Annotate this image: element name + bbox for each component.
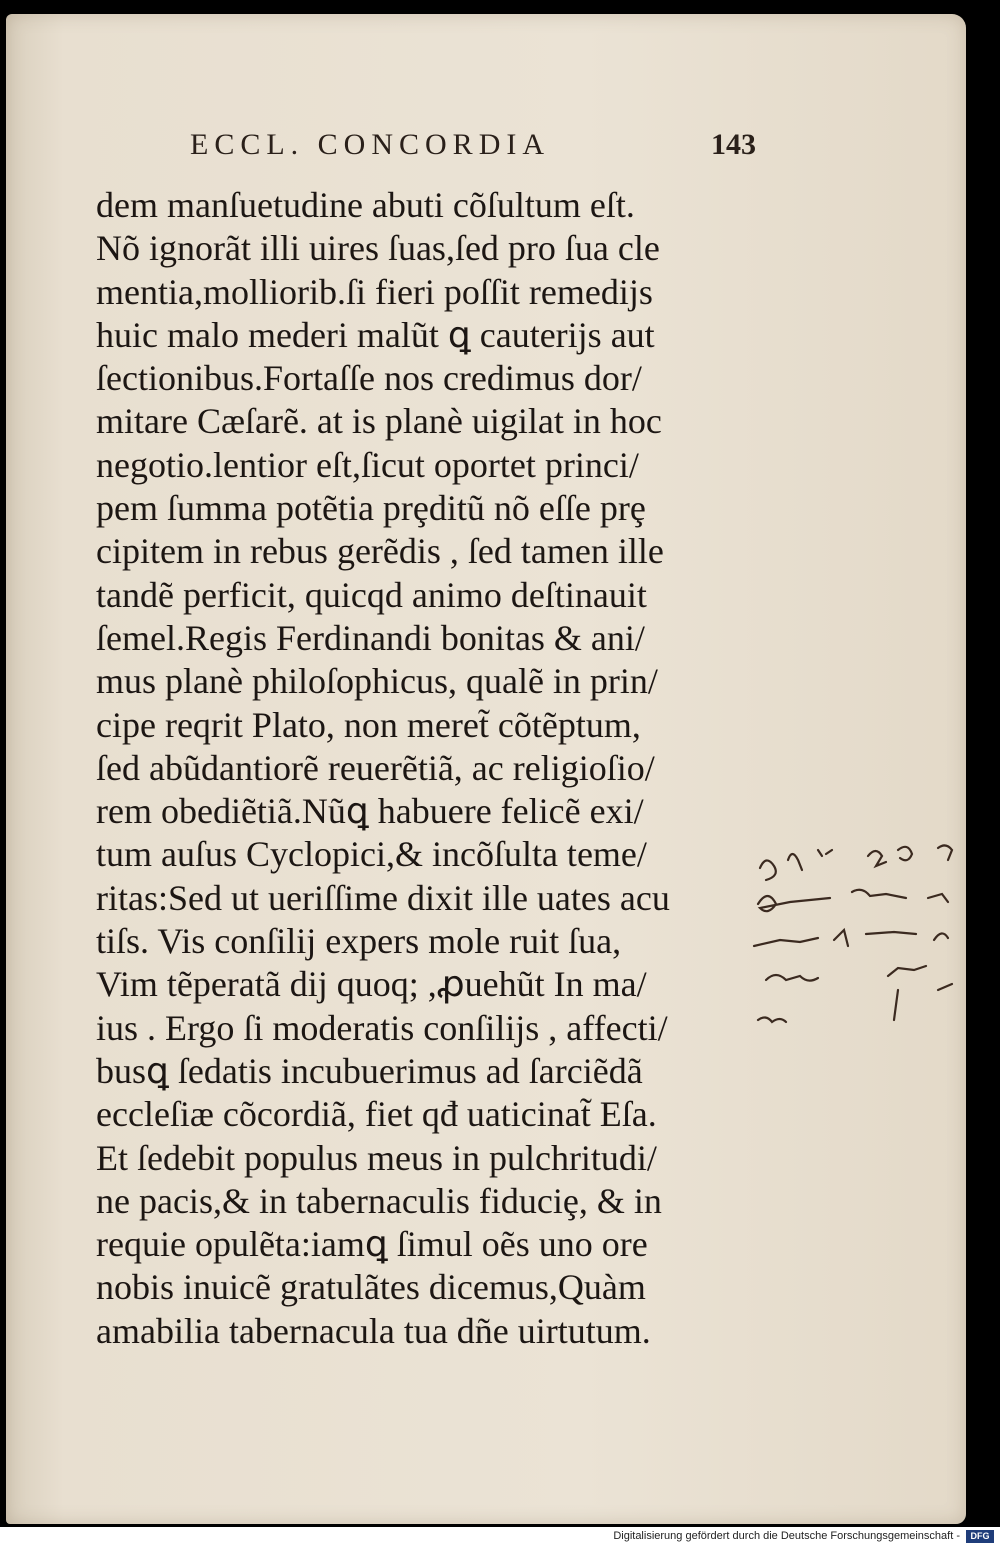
text-line: ſemel.Regis Ferdinandi bonitas & ani/: [96, 617, 645, 658]
text-line: amabilia tabernacula tua dñe uirtutum.: [96, 1310, 651, 1351]
text-line: ritas:Sed ut ueriſſime dixit ille uates acu: [96, 877, 670, 918]
text-line: Et ſedebit populus meus in pulchritudi/: [96, 1137, 657, 1178]
text-line: mentia,molliorib.ſi fieri poſſit remedijs: [96, 271, 653, 312]
text-line: cipitem in rebus gerẽdis , ſed tamen ille: [96, 531, 664, 572]
text-line: ne pacis,& in tabernaculis fiduciȩ, & in: [96, 1180, 662, 1221]
text-line: requie opulẽta:iamꝗ ſimul oẽs uno ore: [96, 1224, 648, 1265]
text-line: eccleſiæ cõcordiã, fiet qđ uaticinat̃ Eſa.: [96, 1094, 657, 1135]
text-line: tum auſus Cyclopici,& incõſulta teme/: [96, 834, 647, 875]
dfg-logo: DFG: [966, 1530, 994, 1543]
text-line: ſed abũdantiorẽ reuerẽtiã, ac religioſio/: [96, 747, 655, 788]
text-line: ſectionibus.Fortaſſe nos credimus dor/: [96, 358, 642, 399]
footer-credit: Digitalisierung gefördert durch die Deutsche Forschungsgemeinschaft -: [613, 1530, 960, 1542]
text-line: dem manſuetudine abuti cõſultum eſt.: [96, 185, 635, 225]
text-line: cipe reqrit Plato, non meret̃ cõtẽptum,: [96, 704, 641, 745]
body-text: [96, 184, 756, 1353]
digitization-footer: [0, 1527, 1000, 1547]
text-line: tandẽ perficit, quicqd animo deſtinauit: [96, 574, 647, 615]
text-line: rem obediẽtiã.Nũꝗ habuere felicẽ exi/: [96, 791, 644, 832]
text-line: mitare Cæſarẽ. at is planè uigilat in hoc: [96, 401, 662, 442]
text-line: huic malo mederi malũt ꝗ cauterijs aut: [96, 314, 655, 355]
text-line: nobis inuicẽ gratulãtes dicemus,Quàm: [96, 1267, 646, 1308]
text-line: pem ſumma potẽtia prȩditũ nõ eſſe prȩ: [96, 488, 646, 529]
text-line: mus planè philoſophicus, qualẽ in prin/: [96, 661, 658, 702]
text-line: tiſs. Vis conſilij expers mole ruit ſua,: [96, 921, 622, 962]
handwritten-marginal-note: [748, 820, 968, 1040]
running-title: ECCL. CONCORDIA: [190, 128, 551, 161]
text-line: ius . Ergo ſi moderatis conſilijs , affecti/: [96, 1007, 668, 1048]
text-line: negotio.lentior eſt,ſicut oportet princi/: [96, 444, 639, 485]
page-number: 143: [711, 128, 756, 161]
text-line: Nõ ignorãt illi uires ſuas,ſed pro ſua cle: [96, 228, 660, 269]
text-line: busꝗ ſedatis incubuerimus ad ſarciẽdã: [96, 1050, 643, 1091]
page-header: [190, 128, 770, 168]
text-line: Vim tẽperatã dij quoq; ,ꝓuehũt In ma/: [96, 964, 647, 1005]
